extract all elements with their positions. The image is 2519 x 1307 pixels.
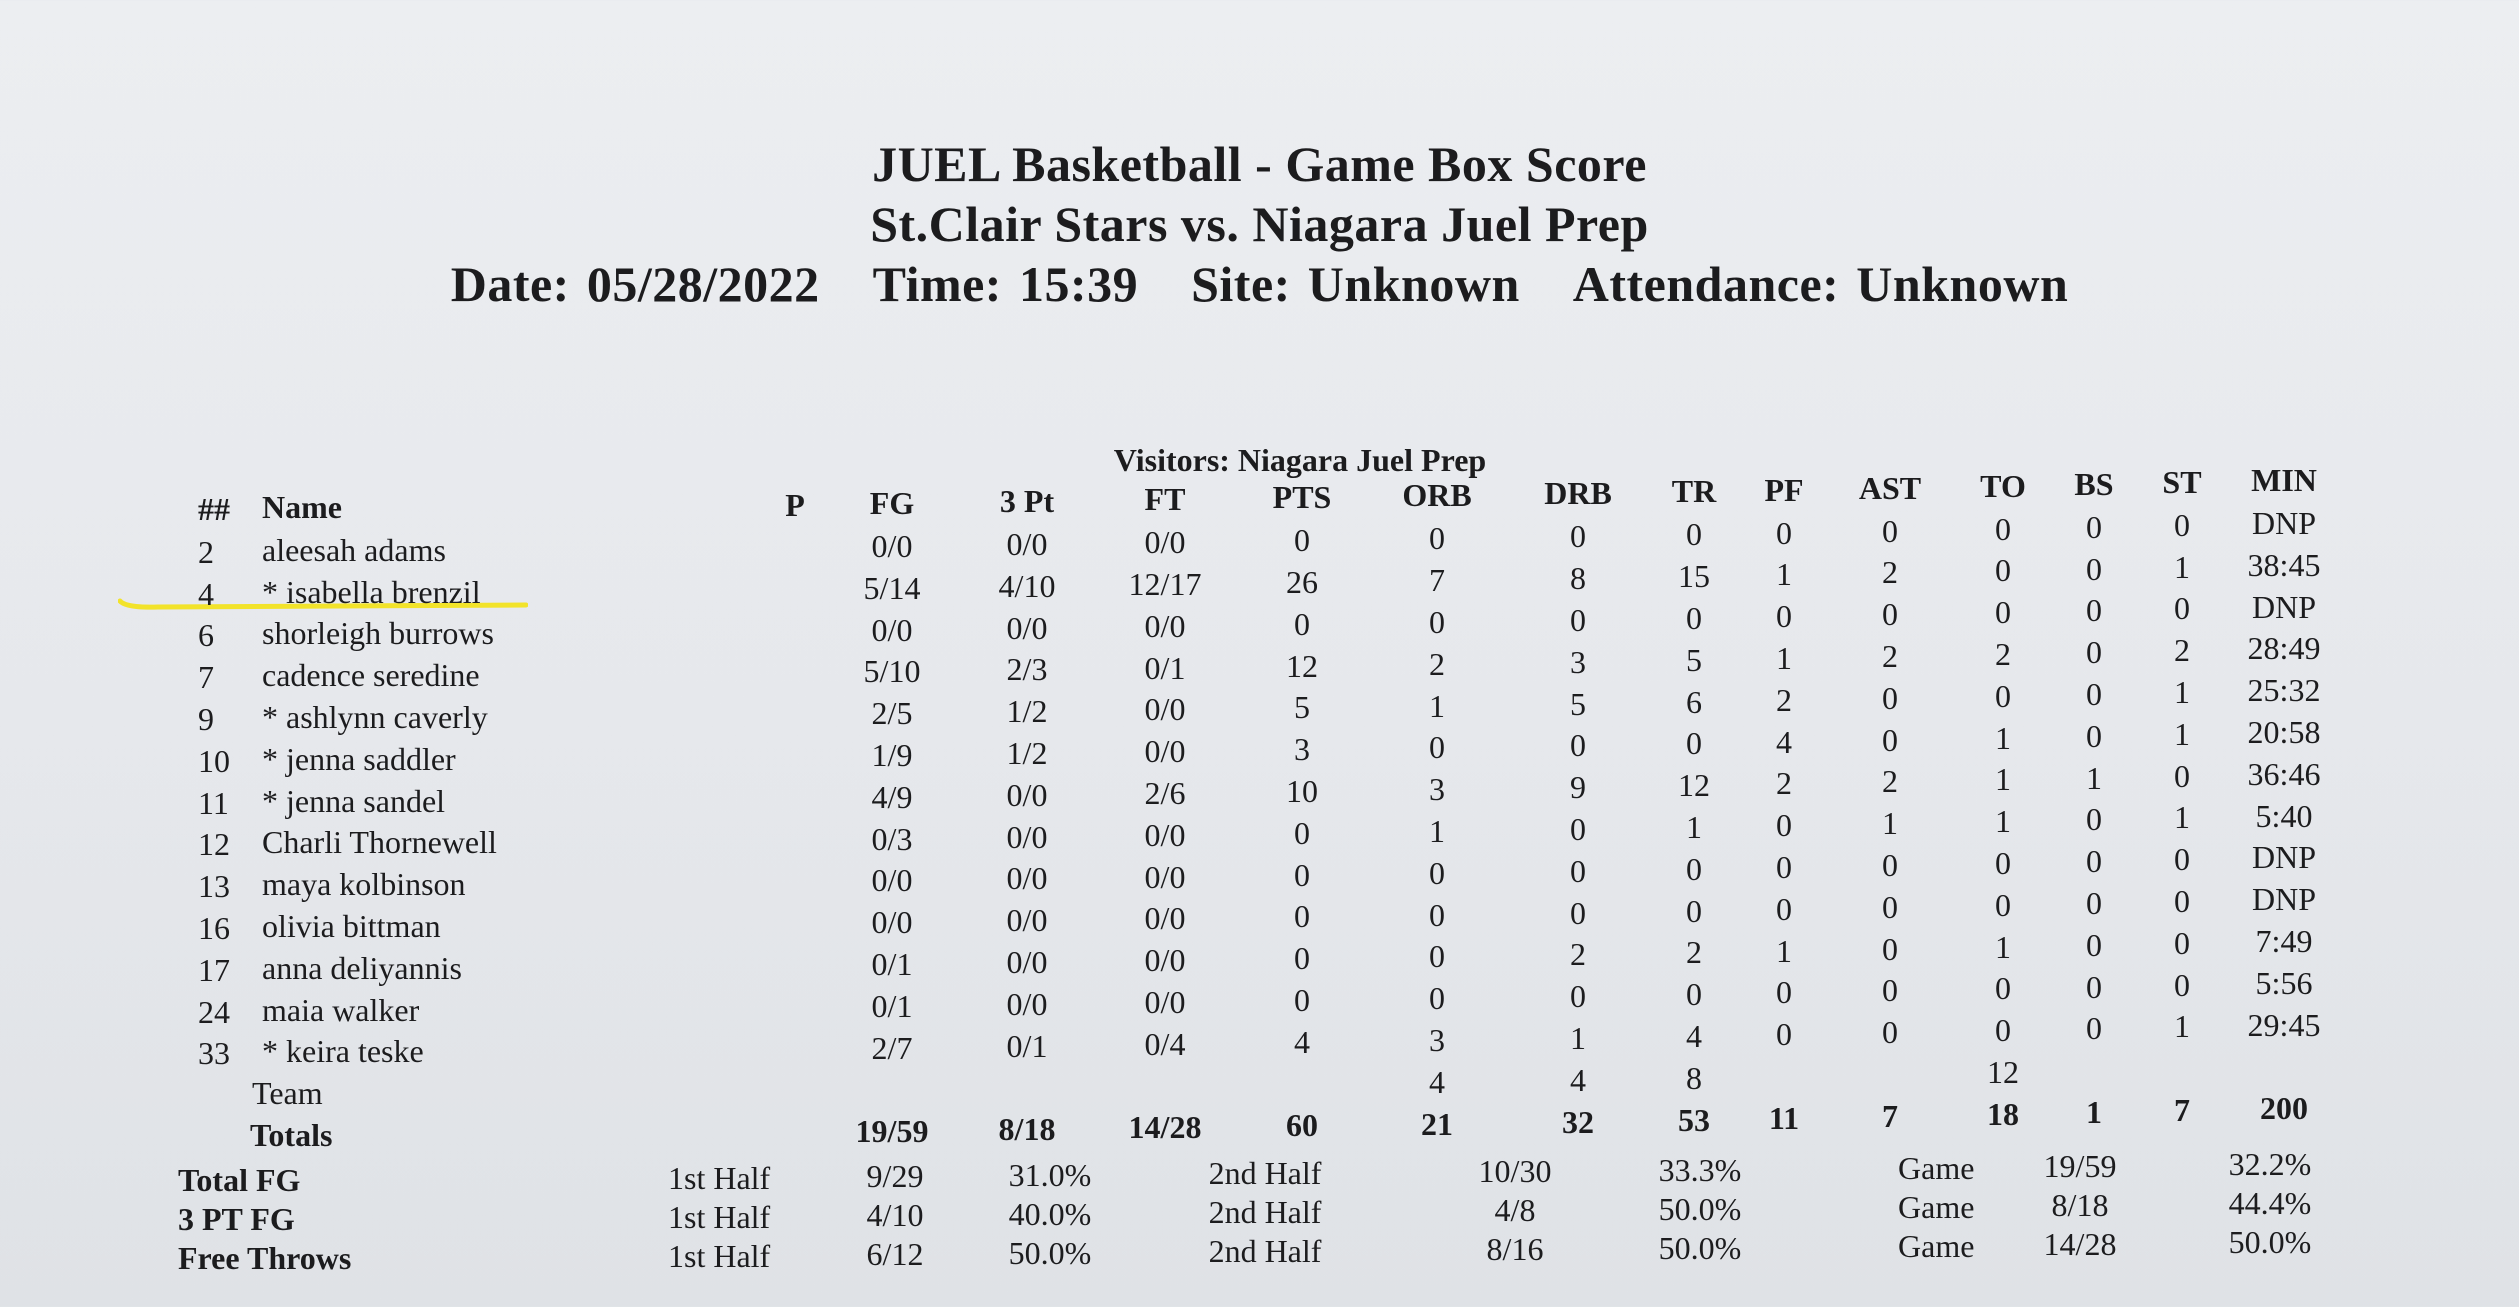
player-tr: 0 <box>1686 976 1702 1013</box>
shooting-g: Game <box>1898 1228 1975 1264</box>
player-drb: 1 <box>1570 1019 1586 1056</box>
player-name: * ashlynn caverly <box>262 699 488 736</box>
player-ft: 0/0 <box>1144 942 1186 979</box>
column-header-fg: FG <box>869 485 915 521</box>
player-st: 1 <box>2174 548 2190 585</box>
player-num: 16 <box>198 909 230 946</box>
player-min: 28:49 <box>2247 630 2321 667</box>
column-header-drb: DRB <box>1544 475 1612 512</box>
shooting-g_pct: 44.4% <box>2228 1185 2312 1221</box>
player-name: aleesah adams <box>262 531 446 568</box>
player-bs: 0 <box>2086 592 2102 629</box>
column-header-bs: BS <box>2074 465 2114 502</box>
player-tp: 0/0 <box>1006 985 1048 1022</box>
player-tr: 12 <box>1678 767 1710 804</box>
player-ft: 0/0 <box>1144 858 1186 895</box>
player-name: * keira teske <box>262 1033 424 1070</box>
player-orb: 1 <box>1429 687 1445 724</box>
shooting-label: Total FG <box>178 1162 301 1198</box>
totals-ft: 14/28 <box>1128 1109 1202 1146</box>
column-header-ast: AST <box>1858 469 1922 506</box>
player-name: olivia bittman <box>262 908 441 945</box>
shooting-h1: 1st Half <box>668 1238 771 1274</box>
player-drb: 0 <box>1570 518 1586 555</box>
player-st: 1 <box>2174 1008 2190 1045</box>
player-orb: 0 <box>1429 520 1445 557</box>
column-header-to: TO <box>1980 467 2026 504</box>
player-drb: 5 <box>1570 685 1586 722</box>
game-site: Site: Unknown <box>1191 256 1520 312</box>
player-min: DNP <box>2251 881 2317 918</box>
player-fg: 0/3 <box>871 820 913 857</box>
player-fg: 4/9 <box>871 778 913 815</box>
player-drb: 0 <box>1570 978 1586 1015</box>
shooting-h2_made: 10/30 <box>1478 1153 1552 1189</box>
player-pf: 0 <box>1776 848 1792 885</box>
player-pts: 0 <box>1294 940 1310 977</box>
player-st: 2 <box>2174 632 2190 669</box>
player-ft: 0/0 <box>1144 900 1186 937</box>
totals-tr: 53 <box>1678 1101 1710 1138</box>
player-pts: 3 <box>1294 731 1310 768</box>
player-ast: 0 <box>1882 847 1898 883</box>
shooting-h2_pct: 50.0% <box>1658 1191 1742 1227</box>
player-min: 25:32 <box>2247 672 2321 709</box>
player-name: * isabella brenzil <box>262 573 481 610</box>
player-fg: 0/1 <box>871 946 913 982</box>
player-pf: 0 <box>1776 1016 1792 1053</box>
shooting-h2: 2nd Half <box>1208 1233 1322 1269</box>
player-num: 11 <box>198 784 229 821</box>
player-fg: 0/0 <box>871 528 913 564</box>
shooting-g_made: 8/18 <box>2051 1187 2109 1223</box>
player-pts: 10 <box>1286 773 1318 810</box>
player-num: 7 <box>198 659 214 696</box>
team-row-drb: 4 <box>1570 1061 1586 1098</box>
player-orb: 0 <box>1429 896 1445 933</box>
player-st: 0 <box>2174 966 2190 1003</box>
shooting-g_pct: 32.2% <box>2228 1146 2312 1182</box>
player-num: 33 <box>198 1035 230 1072</box>
totals-pf: 11 <box>1768 1099 1800 1136</box>
player-tr: 6 <box>1686 683 1702 720</box>
totals-ast: 7 <box>1882 1097 1898 1134</box>
shooting-g_pct: 50.0% <box>2228 1224 2312 1260</box>
player-drb: 2 <box>1570 936 1586 973</box>
player-min: 5:40 <box>2255 797 2313 834</box>
player-min: 36:46 <box>2247 755 2321 792</box>
column-header-st: ST <box>2162 463 2202 500</box>
player-fg: 0/0 <box>871 611 913 648</box>
player-to: 1 <box>1995 928 2011 965</box>
player-tr: 0 <box>1686 850 1702 887</box>
player-pts: 0 <box>1294 522 1310 559</box>
team-label: Visitors: Niagara Juel Prep <box>1113 442 1487 478</box>
shooting-h2_made: 8/16 <box>1486 1231 1544 1267</box>
player-ast: 0 <box>1882 930 1898 967</box>
player-tp: 2/3 <box>1006 651 1048 688</box>
shooting-h2_pct: 33.3% <box>1658 1152 1742 1188</box>
column-header-p: P <box>785 486 805 523</box>
totals-min: 200 <box>2260 1090 2308 1127</box>
player-num: 24 <box>198 993 230 1030</box>
player-pf: 1 <box>1776 932 1792 969</box>
player-drb: 3 <box>1570 643 1586 680</box>
player-ast: 0 <box>1882 721 1898 758</box>
player-pts: 0 <box>1294 982 1310 1019</box>
player-pf: 4 <box>1776 723 1792 760</box>
player-tp: 1/2 <box>1006 693 1048 730</box>
player-tr: 0 <box>1686 516 1702 553</box>
player-min: 5:56 <box>2255 964 2313 1001</box>
player-to: 0 <box>1995 677 2011 714</box>
game-time: Time: 15:39 <box>872 256 1139 312</box>
player-min: DNP <box>2251 588 2317 625</box>
player-pts: 0 <box>1294 856 1310 893</box>
player-fg: 0/0 <box>871 904 913 941</box>
document-title: JUEL Basketball - Game Box Score <box>872 136 1647 192</box>
column-header-min: MIN <box>2251 461 2317 498</box>
player-name: maya kolbinson <box>262 866 466 903</box>
player-num: 17 <box>198 951 230 988</box>
totals-st: 7 <box>2174 1092 2190 1129</box>
player-num: 4 <box>198 575 214 612</box>
player-st: 0 <box>2174 757 2190 794</box>
player-orb: 1 <box>1429 812 1445 849</box>
player-num: 2 <box>198 533 214 570</box>
matchup-title: St.Clair Stars vs. Niagara Juel Prep <box>870 196 1649 252</box>
column-header-pts: PTS <box>1272 479 1332 516</box>
player-tp: 0/0 <box>1006 944 1048 981</box>
player-orb: 7 <box>1429 562 1445 599</box>
player-to: 0 <box>1995 845 2011 882</box>
player-ft: 0/0 <box>1144 983 1186 1020</box>
totals-to: 18 <box>1987 1095 2019 1132</box>
player-orb: 3 <box>1429 1021 1445 1058</box>
player-name: Charli Thornewell <box>262 824 497 861</box>
player-ft: 0/1 <box>1144 649 1186 686</box>
player-to: 0 <box>1995 594 2011 631</box>
player-ast: 0 <box>1882 972 1898 1009</box>
player-ast: 0 <box>1882 679 1898 716</box>
shooting-h1_made: 9/29 <box>866 1158 924 1194</box>
shooting-h2_made: 4/8 <box>1494 1192 1536 1228</box>
column-header-ft: FT <box>1144 481 1186 518</box>
player-drb: 0 <box>1570 727 1586 764</box>
player-pf: 2 <box>1776 765 1792 802</box>
shooting-g_made: 14/28 <box>2043 1226 2117 1262</box>
column-header-pf: PF <box>1764 471 1804 508</box>
totals-tp: 8/18 <box>998 1111 1056 1148</box>
player-orb: 0 <box>1429 603 1445 640</box>
player-num: 9 <box>198 700 214 737</box>
player-drb: 0 <box>1570 601 1586 638</box>
player-pf: 1 <box>1776 556 1792 593</box>
player-bs: 0 <box>2086 634 2102 671</box>
player-name: * jenna sandel <box>262 782 446 819</box>
player-st: 0 <box>2174 841 2190 878</box>
totals-label: Totals <box>250 1117 333 1154</box>
player-fg: 0/0 <box>871 862 913 899</box>
player-pf: 2 <box>1776 681 1792 718</box>
player-min: 20:58 <box>2247 713 2321 750</box>
player-orb: 0 <box>1429 729 1445 766</box>
team-row-label: Team <box>252 1075 323 1112</box>
player-st: 0 <box>2174 883 2190 920</box>
totals-orb: 21 <box>1421 1105 1453 1142</box>
player-pts: 4 <box>1294 1023 1310 1060</box>
shooting-h1: 1st Half <box>668 1199 771 1235</box>
player-tp: 0/0 <box>1006 860 1048 897</box>
player-ft: 12/17 <box>1128 565 1202 602</box>
player-st: 0 <box>2174 506 2190 543</box>
player-tp: 0/1 <box>1006 1027 1048 1064</box>
player-ft: 0/0 <box>1144 733 1186 770</box>
player-drb: 9 <box>1570 769 1586 806</box>
player-min: 29:45 <box>2247 1006 2321 1043</box>
player-st: 1 <box>2174 799 2190 836</box>
player-name: cadence seredine <box>262 657 480 694</box>
player-ast: 2 <box>1882 763 1898 800</box>
player-ast: 1 <box>1882 805 1898 842</box>
player-name: maia walker <box>262 991 420 1028</box>
player-pf: 0 <box>1776 890 1792 927</box>
player-num: 13 <box>198 868 230 905</box>
shooting-h1_made: 4/10 <box>866 1197 924 1233</box>
totals-bs: 1 <box>2086 1093 2102 1130</box>
player-ft: 0/0 <box>1144 691 1186 728</box>
player-name: shorleigh burrows <box>262 615 494 652</box>
player-pts: 12 <box>1286 647 1318 684</box>
player-min: DNP <box>2251 504 2317 541</box>
player-to: 0 <box>1995 970 2011 1007</box>
shooting-g_made: 19/59 <box>2043 1148 2117 1184</box>
player-ft: 0/0 <box>1144 816 1186 853</box>
player-ast: 0 <box>1882 512 1898 549</box>
player-tr: 0 <box>1686 892 1702 929</box>
shooting-h1_made: 6/12 <box>866 1236 924 1272</box>
player-bs: 0 <box>2086 926 2102 963</box>
player-orb: 0 <box>1429 938 1445 975</box>
player-to: 1 <box>1995 803 2011 840</box>
player-to: 0 <box>1995 510 2011 547</box>
player-bs: 0 <box>2086 884 2102 921</box>
shooting-label: 3 PT FG <box>178 1201 295 1237</box>
shooting-h1_pct: 40.0% <box>1008 1196 1092 1232</box>
team-row-to: 12 <box>1987 1054 2019 1091</box>
player-tr: 4 <box>1686 1018 1702 1055</box>
player-num: 10 <box>198 742 230 779</box>
player-fg: 5/10 <box>863 653 921 690</box>
totals-drb: 32 <box>1562 1103 1594 1140</box>
player-fg: 5/14 <box>863 569 921 606</box>
player-pts: 5 <box>1294 689 1310 726</box>
player-pf: 0 <box>1776 598 1792 635</box>
player-orb: 0 <box>1429 854 1445 891</box>
player-pts: 0 <box>1294 605 1310 642</box>
column-header-tr: TR <box>1671 473 1717 510</box>
player-st: 0 <box>2174 590 2190 627</box>
game-info-line <box>0 255 2519 313</box>
player-tr: 0 <box>1686 725 1702 762</box>
player-tp: 0/0 <box>1006 526 1048 563</box>
player-ft: 0/0 <box>1144 524 1186 561</box>
player-tp: 0/0 <box>1006 818 1048 855</box>
player-tp: 1/2 <box>1006 735 1048 772</box>
game-attendance: Attendance: Unknown <box>1572 256 2069 312</box>
player-tp: 0/0 <box>1006 776 1048 813</box>
player-fg: 2/7 <box>871 1029 913 1066</box>
player-st: 1 <box>2174 674 2190 711</box>
player-ft: 0/4 <box>1144 1025 1186 1062</box>
player-tr: 0 <box>1686 600 1702 637</box>
player-to: 1 <box>1995 719 2011 756</box>
player-ft: 2/6 <box>1144 774 1186 811</box>
team-row-tr: 8 <box>1686 1059 1702 1096</box>
player-bs: 0 <box>2086 843 2102 880</box>
shooting-g: Game <box>1898 1189 1975 1225</box>
player-bs: 0 <box>2086 717 2102 754</box>
player-num: 12 <box>198 826 230 863</box>
player-to: 0 <box>1995 552 2011 589</box>
player-drb: 8 <box>1570 560 1586 597</box>
player-drb: 0 <box>1570 894 1586 931</box>
player-ast: 0 <box>1882 888 1898 925</box>
team-row-orb: 4 <box>1429 1063 1445 1100</box>
player-orb: 2 <box>1429 645 1445 682</box>
player-pf: 1 <box>1776 639 1792 676</box>
player-pf: 0 <box>1776 514 1792 551</box>
player-tr: 5 <box>1686 641 1702 678</box>
player-tp: 0/0 <box>1006 902 1048 939</box>
player-tr: 1 <box>1686 809 1702 846</box>
player-tp: 4/10 <box>998 567 1056 604</box>
shooting-h1: 1st Half <box>668 1160 771 1196</box>
player-fg: 2/5 <box>871 695 913 732</box>
player-bs: 0 <box>2086 550 2102 587</box>
player-orb: 0 <box>1429 980 1445 1017</box>
player-bs: 0 <box>2086 1010 2102 1047</box>
player-tr: 15 <box>1678 558 1710 595</box>
player-tr: 2 <box>1686 934 1702 971</box>
player-bs: 0 <box>2086 675 2102 712</box>
totals-fg: 19/59 <box>855 1113 929 1150</box>
shooting-h2: 2nd Half <box>1208 1194 1322 1230</box>
player-fg: 1/9 <box>871 737 913 773</box>
player-pf: 0 <box>1776 807 1792 844</box>
player-pts: 0 <box>1294 898 1310 935</box>
player-to: 2 <box>1995 636 2011 673</box>
column-header-num: ## <box>198 490 230 527</box>
player-fg: 0/1 <box>871 987 913 1024</box>
player-bs: 1 <box>2086 759 2102 796</box>
shooting-h1_pct: 31.0% <box>1008 1157 1092 1193</box>
player-to: 0 <box>1995 886 2011 923</box>
shooting-h2: 2nd Half <box>1208 1155 1322 1191</box>
column-header-orb: ORB <box>1402 477 1472 514</box>
player-min: 38:45 <box>2247 546 2321 583</box>
player-drb: 0 <box>1570 810 1586 847</box>
player-to: 0 <box>1995 1012 2011 1049</box>
player-min: DNP <box>2251 839 2317 876</box>
player-ast: 2 <box>1882 554 1898 591</box>
player-st: 0 <box>2174 924 2190 961</box>
player-drb: 0 <box>1570 852 1586 889</box>
player-name: * jenna saddler <box>262 740 456 777</box>
shooting-h1_pct: 50.0% <box>1008 1235 1092 1271</box>
player-st: 1 <box>2174 715 2190 752</box>
player-orb: 3 <box>1429 771 1445 808</box>
player-bs: 0 <box>2086 968 2102 1005</box>
player-tp: 0/0 <box>1006 609 1048 646</box>
shooting-h2_pct: 50.0% <box>1658 1230 1742 1266</box>
shooting-g: Game <box>1898 1150 1975 1186</box>
player-ast: 0 <box>1882 1014 1898 1051</box>
totals-pts: 60 <box>1286 1107 1318 1144</box>
player-num: 6 <box>198 617 214 654</box>
column-header-name: Name <box>262 488 342 525</box>
player-ast: 0 <box>1882 596 1898 633</box>
player-to: 1 <box>1995 761 2011 798</box>
shooting-label: Free Throws <box>178 1240 352 1276</box>
player-pts: 0 <box>1294 814 1310 851</box>
player-ft: 0/0 <box>1144 607 1186 644</box>
player-pf: 0 <box>1776 974 1792 1011</box>
player-pts: 26 <box>1286 564 1318 601</box>
player-ast: 2 <box>1882 638 1898 674</box>
player-name: anna deliyannis <box>262 949 462 986</box>
column-header-tp: 3 Pt <box>999 483 1055 520</box>
game-date: Date: 05/28/2022 <box>450 256 820 312</box>
player-bs: 0 <box>2086 508 2102 545</box>
player-min: 7:49 <box>2255 922 2313 959</box>
player-bs: 0 <box>2086 801 2102 838</box>
